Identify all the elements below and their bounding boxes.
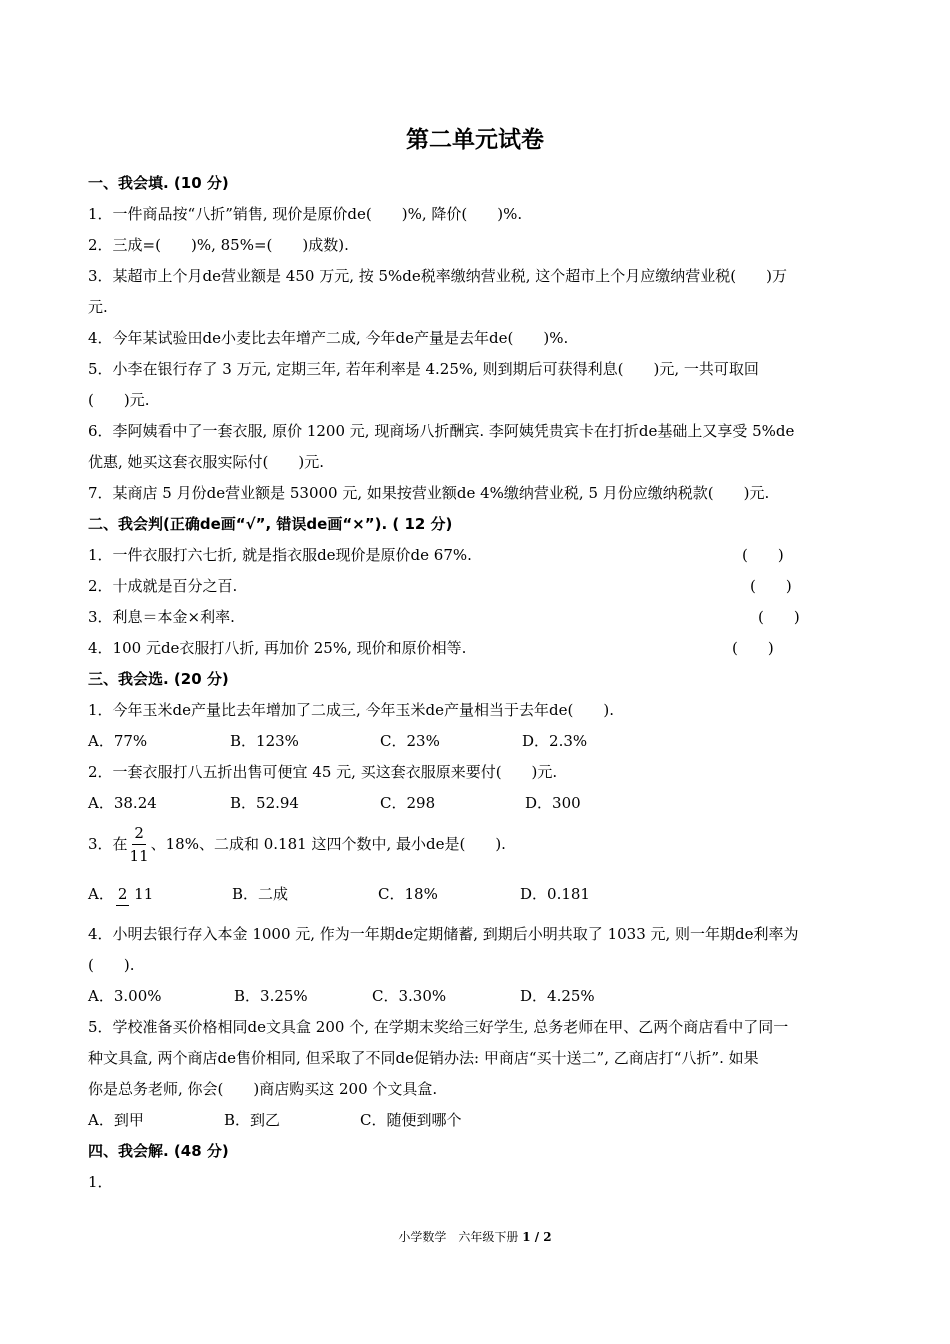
s3-question-5-options xyxy=(88,1105,853,1136)
option-b: B．二成 xyxy=(232,885,289,903)
s2-question-2-text: 2．十成就是百分之百. xyxy=(88,577,238,595)
option-b: B．52.94 xyxy=(230,794,299,812)
page-footer xyxy=(0,1227,950,1247)
option-a xyxy=(88,869,232,919)
s3-question-5-line-2: 种文具盒, 两个商店de售价相同, 但采取了不同de促销办法: 甲商店“买十送二”, 乙商店打“八折”. 如果 xyxy=(88,1049,759,1067)
s2-question-3-answer: ( ) xyxy=(758,608,800,626)
s3-question-2: 2．一套衣服打八五折出售可便宜 45 元, 买这套衣服原来要付( )元. xyxy=(88,763,558,781)
option-c: C．23% xyxy=(380,732,440,750)
footer-subject: 小学数学 六年级下册 xyxy=(398,1230,519,1244)
option-a-label: A． xyxy=(88,885,114,903)
option-a: A．38.24 xyxy=(88,794,157,812)
option-b: B．到乙 xyxy=(224,1111,281,1129)
option-c: C．298 xyxy=(380,794,436,812)
exam-content xyxy=(88,168,853,1198)
s1-question-7: 7．某商店 5 月份de营业额是 53000 元, 如果按营业额de 4%缴纳营业税, 5 月份应缴纳税款( )元. xyxy=(88,484,770,502)
option-d: D．4.25% xyxy=(520,987,595,1005)
s3-question-4-line-2: ( ). xyxy=(88,956,135,974)
s3-question-4-options xyxy=(88,981,853,1012)
fraction-denominator: 11 xyxy=(134,884,154,903)
s1-question-5-line-1: 5．小李在银行存了 3 万元, 定期三年, 若年利率是 4.25%, 则到期后可获得利息( )元, 一共可取回 xyxy=(88,360,759,378)
s2-question-3 xyxy=(88,602,853,633)
s4-question-1: 1． xyxy=(88,1173,113,1191)
option-c: C．随便到哪个 xyxy=(360,1111,462,1129)
s2-question-1-text: 1．一件衣服打六七折, 就是指衣服de现价是原价de 67%. xyxy=(88,546,472,564)
s2-question-4-text: 4．100 元de衣服打八折, 再加价 25%, 现价和原价相等. xyxy=(88,639,467,657)
s2-question-1-answer: ( ) xyxy=(742,546,784,564)
option-c: C．3.30% xyxy=(372,987,447,1005)
fraction-2-11 xyxy=(130,822,149,867)
s1-question-6-line-1: 6．李阿姨看中了一套衣服, 原价 1200 元, 现商场八折酬宾. 李阿姨凭贵宾卡在打折de基础上又享受 5%de xyxy=(88,422,795,440)
s3-question-3-suffix: 、18%、二成和 0.181 这四个数中, 最小de是( ). xyxy=(150,835,506,853)
s3-question-4-line-1: 4．小明去银行存入本金 1000 元, 作为一年期de定期储蓄, 到期后小明共取了 1033 元, 则一年期de利率为 xyxy=(88,925,799,943)
fraction-numerator: 2 xyxy=(132,822,146,845)
s3-question-1-options xyxy=(88,726,853,757)
fraction-numerator: 2 xyxy=(116,883,130,906)
s3-question-3-options xyxy=(88,869,853,919)
s1-question-5-line-2: ( )元. xyxy=(88,391,150,409)
section-1-header: 一、我会填. (10 分) xyxy=(88,174,229,192)
section-4-header: 四、我会解. (48 分) xyxy=(88,1142,229,1160)
option-a: A．到甲 xyxy=(88,1111,144,1129)
section-3-header: 三、我会选. (20 分) xyxy=(88,670,229,688)
option-d: D．0.181 xyxy=(520,885,590,903)
s2-question-4 xyxy=(88,633,853,664)
option-b: B．3.25% xyxy=(234,987,308,1005)
option-d: D．2.3% xyxy=(522,732,588,750)
s1-question-6-line-2: 优惠, 她买这套衣服实际付( )元. xyxy=(88,453,325,471)
option-c: C．18% xyxy=(378,885,438,903)
footer-page-number: 1 / 2 xyxy=(522,1230,552,1244)
s2-question-2-answer: ( ) xyxy=(750,577,792,595)
s3-question-3-prefix: 3．在 xyxy=(88,835,128,853)
s3-question-2-options xyxy=(88,788,853,819)
s3-question-5-line-3: 你是总务老师, 你会( )商店购买这 200 个文具盒. xyxy=(88,1080,438,1098)
option-d: D．300 xyxy=(525,794,581,812)
s2-question-3-text: 3．利息＝本金×利率. xyxy=(88,608,235,626)
section-2-header: 二、我会判(正确de画“√”, 错误de画“×”). ( 12 分) xyxy=(88,515,453,533)
s3-question-5-line-1: 5．学校准备买价格相同de文具盒 200 个, 在学期末奖给三好学生, 总务老师在甲、乙两个商店看中了同一 xyxy=(88,1018,789,1036)
s1-question-1: 1．一件商品按“八折”销售, 现价是原价de( )%, 降价( )%. xyxy=(88,205,523,223)
page-title: 第二单元试卷 xyxy=(406,126,544,153)
option-a-fraction xyxy=(116,883,153,906)
s2-question-1 xyxy=(88,540,853,571)
option-a: A．77% xyxy=(88,732,148,750)
s1-question-4: 4．今年某试验田de小麦比去年增产二成, 今年de产量是去年de( )%. xyxy=(88,329,569,347)
s1-question-2: 2．三成=( )%, 85%=( )成数). xyxy=(88,236,349,254)
s2-question-2 xyxy=(88,571,853,602)
s2-question-4-answer: ( ) xyxy=(732,639,774,657)
s1-question-3-line-1: 3．某超市上个月de营业额是 450 万元, 按 5%de税率缴纳营业税, 这个超市上个月应缴纳营业税( )万 xyxy=(88,267,788,285)
s3-question-1: 1．今年玉米de产量比去年增加了二成三, 今年玉米de产量相当于去年de( ). xyxy=(88,701,614,719)
option-b: B．123% xyxy=(230,732,299,750)
s3-question-3 xyxy=(88,819,853,869)
fraction-denominator: 11 xyxy=(129,846,149,865)
s1-question-3-line-2: 元. xyxy=(88,298,108,316)
option-a: A．3.00% xyxy=(88,987,162,1005)
